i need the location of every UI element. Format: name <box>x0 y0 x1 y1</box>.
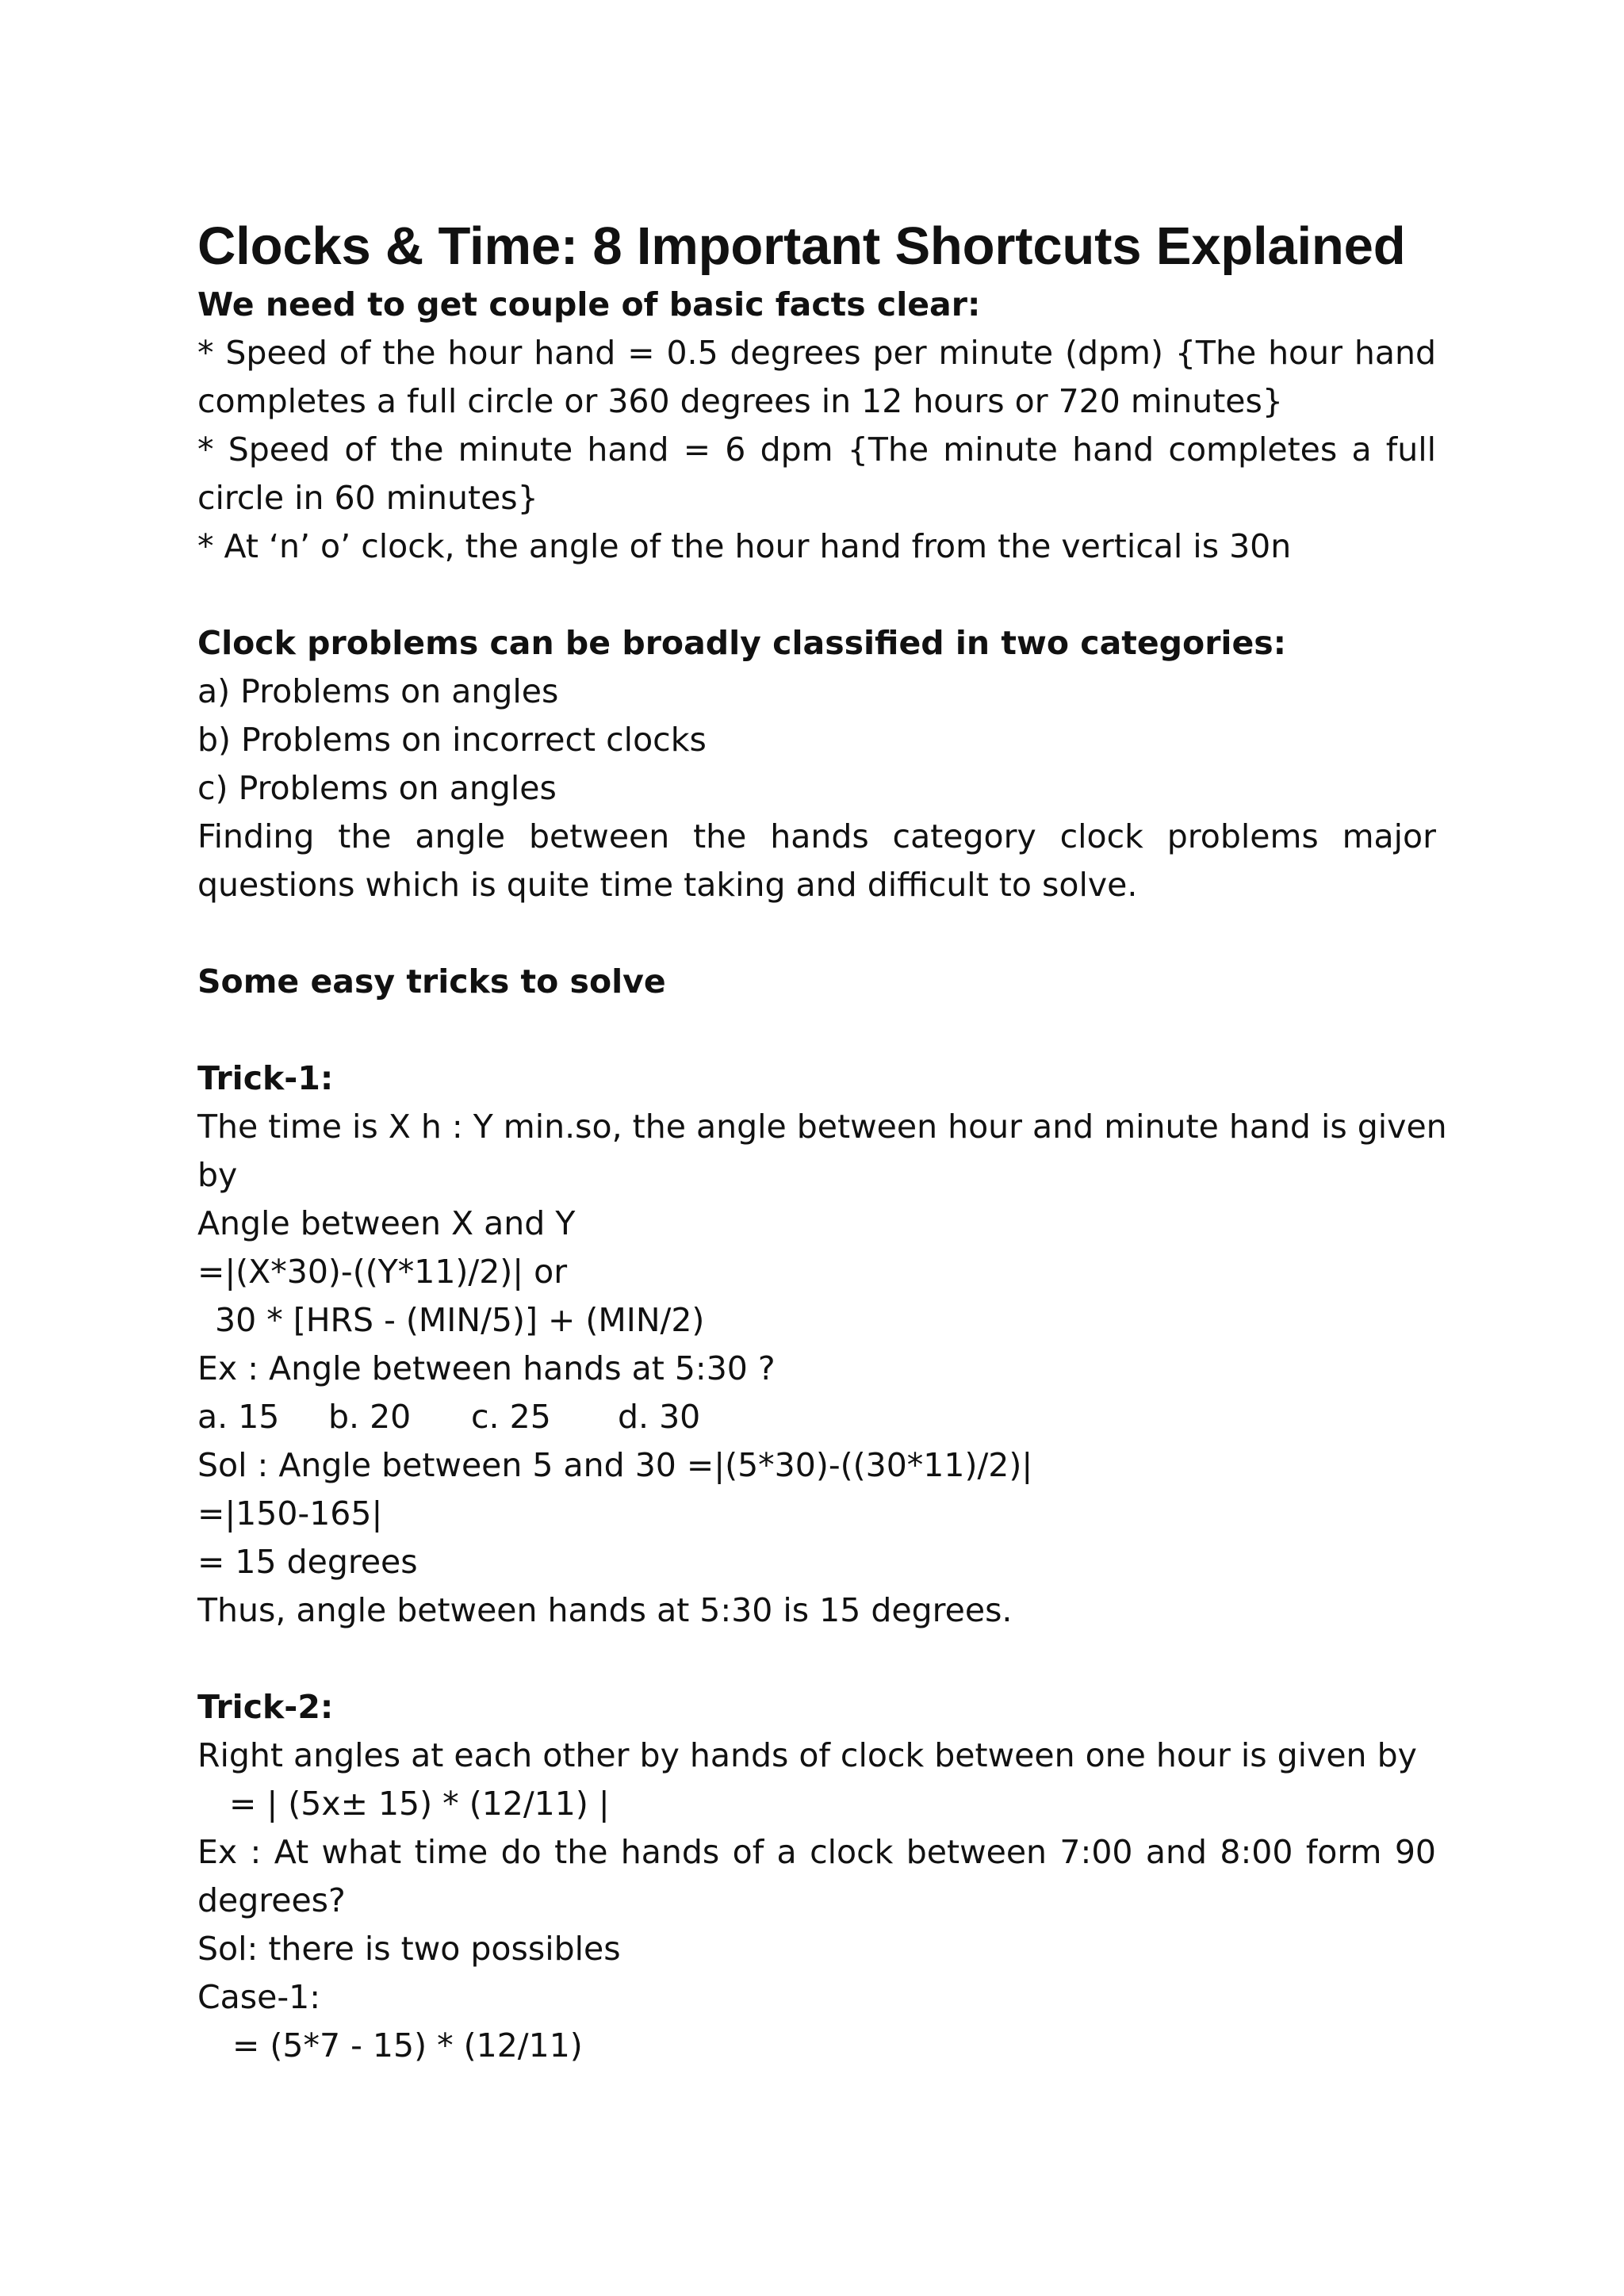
trick1-formula-label: Angle between X and Y <box>197 1204 576 1242</box>
option-b: b. 20 <box>328 1398 412 1436</box>
trick2-intro: Right angles at each other by hands of clock between one hour is given by <box>197 1736 1417 1774</box>
categories-heading: Clock problems can be broadly classified in two categories: <box>197 624 1287 662</box>
spacer <box>197 1006 1436 1054</box>
categories-note-line-1: Finding the angle between the hands category clock problems major <box>197 817 1436 855</box>
trick1-conclusion: Thus, angle between hands at 5:30 is 15 degrees. <box>197 1591 1013 1629</box>
option-c: c. 25 <box>471 1398 551 1436</box>
document-page <box>197 212 1447 2070</box>
category-item: a) Problems on angles <box>197 672 559 710</box>
facts-heading: We need to get couple of basic facts clear: <box>197 285 981 323</box>
trick2-case1-formula: = (5*7 - 15) * (12/11) <box>232 2026 583 2064</box>
fact-hour-speed-line-1: * Speed of the hour hand = 0.5 degrees per minute (dpm) {The hour hand <box>197 334 1436 372</box>
categories-note-line-2: questions which is quite time taking and difficult to solve. <box>197 866 1138 904</box>
trick2-example-line-2: degrees? <box>197 1881 346 1919</box>
trick1-formula-2: 30 * [HRS - (MIN/5)] + (MIN/2) <box>215 1301 705 1339</box>
trick2-formula: = | (5x± 15) * (12/11) | <box>229 1785 610 1823</box>
trick1-solution-3: = 15 degrees <box>197 1543 418 1581</box>
trick1-heading: Trick-1: <box>197 1059 334 1097</box>
trick1-intro-line-1: The time is X h : Y min.so, the angle between hour and minute hand is given <box>197 1108 1447 1146</box>
trick1-formula-1: =|(X*30)-((Y*11)/2)| or <box>197 1253 568 1291</box>
category-item: b) Problems on incorrect clocks <box>197 721 707 759</box>
trick2-solution: Sol: there is two possibles <box>197 1930 621 1968</box>
trick1-solution-2: =|150-165| <box>197 1494 383 1533</box>
trick2-case1: Case-1: <box>197 1978 321 2016</box>
spacer <box>197 909 1436 958</box>
trick1-options <box>197 1393 1436 1441</box>
document-body <box>197 281 1447 2070</box>
fact-minute-speed-line-1: * Speed of the minute hand = 6 dpm {The minute hand completes a full <box>197 430 1436 469</box>
spacer <box>197 1635 1436 1683</box>
tricks-heading: Some easy tricks to solve <box>197 962 666 1001</box>
trick2-heading: Trick-2: <box>197 1688 334 1726</box>
fact-oclock-angle: * At ‘n’ o’ clock, the angle of the hour hand from the vertical is 30n <box>197 527 1292 565</box>
trick1-intro-line-2: by <box>197 1156 238 1194</box>
trick1-example: Ex : Angle between hands at 5:30 ? <box>197 1349 776 1387</box>
option-a: a. 15 <box>197 1398 280 1436</box>
option-d: d. 30 <box>618 1398 701 1436</box>
spacer <box>197 571 1436 619</box>
fact-minute-speed-line-2: circle in 60 minutes} <box>197 479 538 517</box>
category-item: c) Problems on angles <box>197 769 557 807</box>
page-title: Clocks & Time: 8 Important Shortcuts Explained <box>197 216 1406 276</box>
fact-hour-speed-line-2: completes a full circle or 360 degrees in 12 hours or 720 minutes} <box>197 382 1283 420</box>
trick2-example-line-1: Ex : At what time do the hands of a clock between 7:00 and 8:00 form 90 <box>197 1833 1436 1871</box>
trick1-solution-1: Sol : Angle between 5 and 30 =|(5*30)-((30*11)/2)| <box>197 1446 1033 1484</box>
